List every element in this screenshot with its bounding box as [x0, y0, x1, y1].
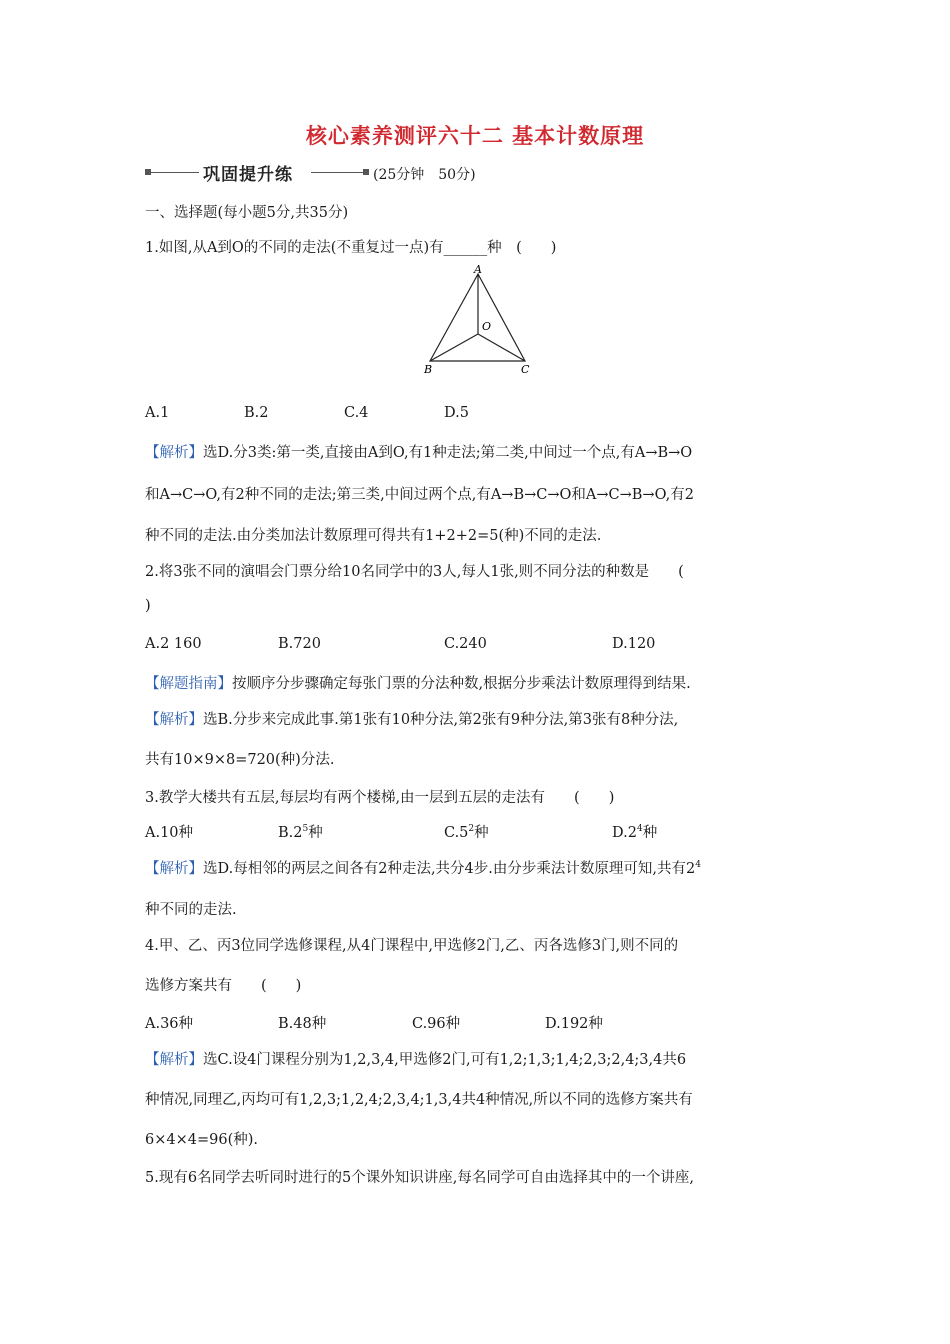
- q3-option-a: A.10种: [145, 825, 194, 841]
- q1-analysis-line-1: 【解析】选D.分3类:第一类,直接由A到O,有1种走法;第二类,中间过一个点,有A→B→O: [145, 445, 693, 461]
- q2-option-d: D.120: [612, 636, 656, 652]
- q4-analysis-line-2: 种情况,同理乙,丙均可有1,2,3;1,2,4;2,3,4;1,3,4共4种情况,所以不同的选修方案共有: [145, 1092, 693, 1108]
- q1-analysis-line-3: 种不同的走法.由分类加法计数原理可得共有1+2+2=5(种)不同的走法.: [145, 528, 602, 544]
- section-right-dot: [363, 169, 369, 175]
- q1-option-b: B.2: [244, 405, 269, 421]
- q4-analysis-tag: 【解析】: [145, 1052, 203, 1068]
- q4-analysis-line-3: 6×4×4=96(种).: [145, 1132, 258, 1148]
- label-c: C: [521, 363, 530, 376]
- q2-guide-tag: 【解题指南】: [145, 676, 232, 692]
- q4-option-a: A.36种: [145, 1016, 194, 1032]
- q5-stem-line-1: 5.现有6名同学去听同时进行的5个课外知识讲座,每名同学可自由选择其中的一个讲座,: [145, 1170, 695, 1186]
- part-heading: 一、选择题(每小题5分,共35分): [145, 205, 349, 221]
- q3-option-c: $C.5^2$种: [444, 824, 489, 841]
- section-right-line: [311, 172, 363, 173]
- label-b: B: [424, 363, 433, 376]
- q2-analysis-tag: 【解析】: [145, 712, 203, 728]
- q1-option-d: D.5: [444, 405, 469, 421]
- q1-analysis-tag: 【解析】: [145, 445, 203, 461]
- q2-analysis-line-1: 【解析】选B.分步来完成此事.第1张有10种分法,第2张有9种分法,第3张有8种分法,: [145, 712, 679, 728]
- section-left-line: [151, 172, 199, 173]
- q2-option-c: C.240: [444, 636, 487, 652]
- q2-option-a: A.2 160: [145, 636, 202, 652]
- section-time: (25分钟 50分): [373, 167, 476, 183]
- label-a: A: [474, 263, 482, 276]
- section-label: 巩固提升练: [203, 165, 293, 185]
- label-o: O: [482, 320, 492, 333]
- q1-option-c: C.4: [344, 405, 369, 421]
- q1-option-a: A.1: [145, 405, 170, 421]
- q2-guide: 【解题指南】按顺序分步骤确定每张门票的分法种数,根据分步乘法计数原理得到结果.: [145, 676, 691, 692]
- q1-triangle-figure: [415, 262, 545, 380]
- q2-stem: 2.将3张不同的演唱会门票分给10名同学中的3人,每人1张,则不同分法的种数是 (: [145, 564, 684, 580]
- q3-stem: 3.教学大楼共有五层,每层均有两个楼梯,由一层到五层的走法有 ( ): [145, 790, 615, 806]
- q3-analysis-tag: 【解析】: [145, 861, 203, 877]
- q4-option-d: D.192种: [545, 1016, 603, 1032]
- q4-option-b: B.48种: [278, 1016, 327, 1032]
- q4-stem-line-1: 4.甲、乙、丙3位同学选修课程,从4门课程中,甲选修2门,乙、丙各选修3门,则不同的: [145, 938, 679, 954]
- page-title: 核心素养测评六十二 基本计数原理: [305, 124, 645, 148]
- q4-option-c: C.96种: [412, 1016, 461, 1032]
- section-header: [145, 160, 645, 186]
- q3-analysis-line-2: 种不同的走法.: [145, 902, 237, 918]
- q1-analysis-line-2: 和A→C→O,有2种不同的走法;第三类,中间过两个点,有A→B→C→O和A→C→B→O,有2: [145, 487, 694, 503]
- q3-option-d: $D.2^4$种: [612, 824, 658, 841]
- q2-stem-end: ): [145, 598, 151, 614]
- q4-analysis-line-1: 【解析】选C.设4门课程分别为1,2,3,4,甲选修2门,可有1,2;1,3;1,4;2,3;2,4;3,4共6: [145, 1052, 687, 1068]
- q2-analysis-line-2: 共有10×9×8=720(种)分法.: [145, 752, 335, 768]
- q3-analysis-line-1: 【解析】选D.每相邻的两层之间各有2种走法,共分4步.由分步乘法计数原理可知,共有$2^4$: [145, 860, 701, 877]
- q3-option-b: $B.2^5$种: [278, 824, 323, 841]
- q1-stem: 1.如图,从A到O的不同的走法(不重复过一点)有______种 ( ): [145, 240, 557, 256]
- q2-option-b: B.720: [278, 636, 321, 652]
- q4-stem-line-2: 选修方案共有 ( ): [145, 978, 302, 994]
